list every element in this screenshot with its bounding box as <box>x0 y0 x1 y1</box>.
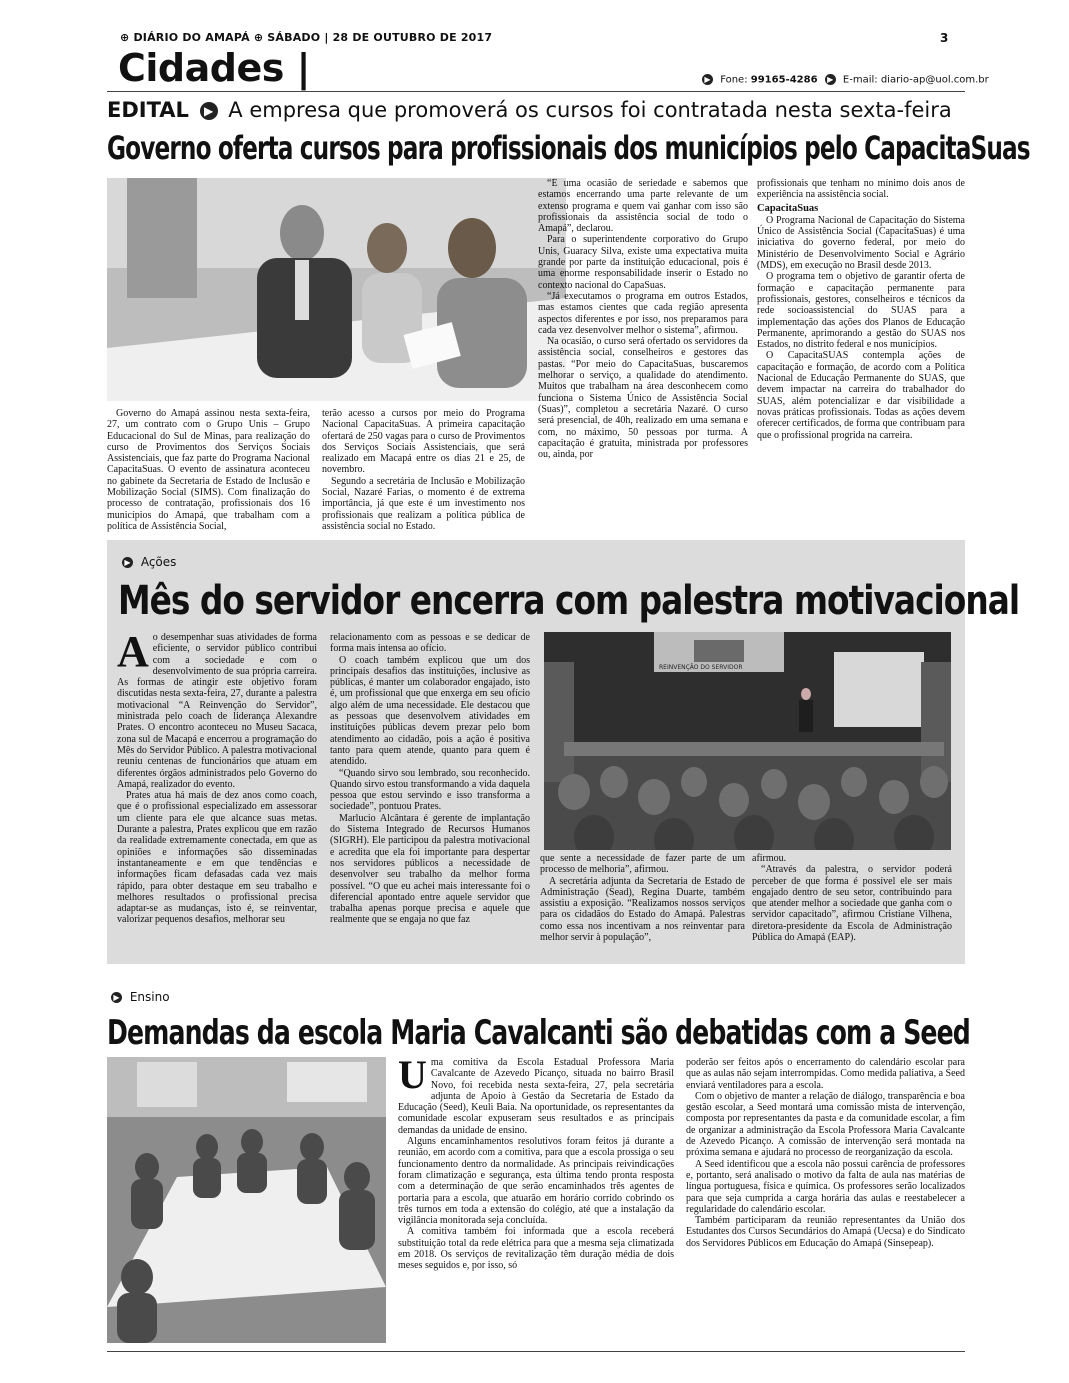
section-label-text: Ensino <box>129 990 170 1004</box>
article2-section-label <box>118 555 176 569</box>
section-label-text: Ações <box>140 555 177 569</box>
article1-headline: Governo oferta cursos para profissionais dos municípios pelo CapacitaSuas <box>107 129 1030 167</box>
masthead-line: ⊕ DIÁRIO DO AMAPÁ ⊕ SÁBADO | 28 DE OUTUBRO DE 2017 <box>120 31 493 44</box>
paragraph: Prates atua há mais de dez anos como coach, que é o profissional especializado em assessorar um cliente para ele que alcance suas metas. Durante a palestra, Prates explicou que em razão da realidade extremamente conectada, em que as opiniões e informações são disseminadas instantaneamente e em que tendências e informações ficam defasadas cada vez mais rápido, para obter destaque em seu trabalho e melhores resultados o profissional precisa adaptar-se as mudanças, isto é, se reinventar, valorizar pequenos desafios, melhorar seu <box>117 790 317 926</box>
article1-col1 <box>107 408 310 538</box>
school-meeting-photo-illustration <box>107 1057 386 1343</box>
arrow-circle-icon: ▶ <box>702 74 713 85</box>
kicker-label: EDITAL <box>107 98 189 122</box>
arrow-circle-icon: ▶ <box>825 74 836 85</box>
paragraph: Segundo a secretária de Inclusão e Mobilização Social, Nazaré Farias, o momento é de extrema importância, já que este é um investimento nos profissionais que realizam a política pública de assistência social no Estado. <box>322 475 525 532</box>
phone-number: 99165-4286 <box>750 74 818 86</box>
article2-col1 <box>117 632 317 952</box>
paragraph: O programa tem o objetivo de garantir oferta de formação e capacitação permanente para profissionais, gestores, conselheiros e técnicos da rede socioassistencial do SUAS para a implementação das ações dos Planos de Educação Permanente, aprimorando a gestão do SUAS nos Estados, no distrito federal e nos municípios. <box>757 271 965 351</box>
page-number: 3 <box>940 31 949 45</box>
email-label: E-mail: <box>842 74 878 86</box>
article2-photo <box>544 632 951 850</box>
paragraph: A secretária adjunta da Secretaria de Estado de Administração (Sead), Regina Duarte, também assistiu a exposição. “Realizamos nossos serviços para os cidadãos do Estado do Amapá. Palestras como essa nos incentivam a nos reinventar para melhor servir à população”, <box>540 875 745 944</box>
paragraph: O CapacitaSUAS contempla ações de capacitação e formação, de acordo com a Política Nacional de Educação Permanente do SUAS, que devem impactar na carreira do trabalhador do SUAS, além potencializar e dar visibilidade a novas práticas profissionais. Todas as ações devem oferecer certificados, de forma que contribuam para que o profissional progrida na carreira. <box>757 350 965 441</box>
bullet-icon: ⊕ <box>120 31 130 44</box>
paragraph: afirmou. <box>752 853 787 864</box>
arrow-circle-icon: ▶ <box>200 102 218 120</box>
day: SÁBADO <box>267 31 321 44</box>
phone-label: Fone: <box>720 74 748 86</box>
article3-col1 <box>398 1057 674 1344</box>
article3-section-label <box>107 990 170 1004</box>
article3-photo <box>107 1057 386 1343</box>
article1-col4 <box>757 178 965 538</box>
article3-headline: Demandas da escola Maria Cavalcanti são debatidas com a Seed <box>107 1013 970 1053</box>
paragraph: Para o superintendente corporativo do Grupo Unis, Guaracy Silva, existe uma expectativa muita grande por parte da instituição educacional, pois é uma enorme responsabilidade inserir o Estado no contexto nacional do CapaSuas. <box>538 234 748 291</box>
paragraph: ma comitiva da Escola Estadual Professora Maria Cavalcante de Azevedo Picanço, situada no bairro Brasil Novo, foi recebida nesta sexta-feira, 27, pela secretária adjunta de Apoio à Gestão da Secretaria de Estado da Educação (Seed), Keuli Baia. Na oportunidade, os representantes da comunidade escolar expuseram seus resultados e as principais demandas da unidade de ensino. <box>398 1057 674 1136</box>
article2-col2 <box>330 632 530 952</box>
article3-col2 <box>686 1057 965 1344</box>
dropcap: U <box>398 1057 427 1097</box>
arrow-circle-icon: ▶ <box>111 992 122 1003</box>
paragraph: que sente a necessidade de fazer parte de um processo de melhoria”, afirmou. <box>540 853 745 876</box>
paragraph: Marlucio Alcântara é gerente de implantação do Sistema Integrado de Recursos Humanos (SIGRH). Ele participou da palestra motivacional e acredita que ela foi importante para despertar nos servidores públicos a necessidade de desenvolver seu trabalho da melhor forma possível. “O que eu achei mais interessante foi o diferencial apontado entre aquele servidor que trabalha apenas porque precisa e aquele que realmente que se engaja no que faz <box>330 812 530 926</box>
article2-col4 <box>752 853 952 955</box>
paragraph: Alguns encaminhamentos resolutivos foram feitos já durante a reunião, em acordo com a comitiva, para que a escola prossiga o seu funcionamento dentro da normalidade. As principais reivindicações foram climatização e segurança, esta última tendo pronta resposta com a determinação de que serão encaminhados três agentes de portaria para a escola, que atuarão em horário corrido cobrindo os três turnos em toda a extensão do colégio, até que a instalação da vigilância monitorada seja concluída. <box>398 1136 674 1227</box>
article1-col2 <box>322 408 525 538</box>
date: 28 DE OUTUBRO DE 2017 <box>332 31 493 44</box>
paragraph: O coach também explicou que um dos principais desafios das instituições, inclusive as públicas, é manter um colaborador engajado, isto é, um profissional que que enxerga em seu ofício algo além de uma necessidade. Ele destacou que as pessoas que desenvolvem atividades em instituições públicas devem prezar pelo bom atendimento ao cidadão, pois a ação é positiva tanto para quem atende, quanto para quem é atendido. <box>330 654 530 768</box>
paragraph: Na ocasião, o curso será ofertado os servidores da assistência social, conselheiros e gestores das pastas. “Por meio do CapacitaSuas, buscaremos melhorar o serviço, a qualidade do atendimento. Muitos que trabalham na área desconhecem como funciona o Sistema Único de Assistência Social (Suas)”, completou a secretária Nazaré. O curso será presencial, de 40h, realizado em uma semana e com, no máximo, 50 pessoas por turma. A capacitação é gratuita, ministrada por professores ou, ainda, por <box>538 336 748 461</box>
paragraph: Também participaram da reunião representantes da União dos Estudantes dos Cursos Secundários do Amapá (Uecsa) e do Sindicato dos Servidores Públicos em Educação do Amapá (Sinsepeap). <box>686 1215 965 1249</box>
meeting-photo-illustration <box>107 178 566 401</box>
paragraph: O Programa Nacional de Capacitação do Sistema Único de Assistência Social (CapacitaSuas) é uma iniciativa do governo federal, por meio do Ministério de Desenvolvimento Social e Agrário (MDS), em execução no Brasil desde 2013. <box>757 214 965 272</box>
paragraph: Com o objetivo de manter a relação de diálogo, transparência e boa gestão escolar, a Seed montará uma comissão mista de intervenção, composta por representantes da pasta e da comunidade escolar, a fim de organizar a administração da Escola Professora Maria Cavalcante de Azevedo Picanço. A comissão de intervenção será montada na próxima semana e ajudará no processo de reorganização da escola. <box>686 1090 965 1159</box>
paragraph: “Já executamos o programa em outros Estados, mas estamos cientes que cada região apresenta aspectos diferentes e por isso, nos preparamos para cada vez desenvolver melhor o sistema”, afirmou. <box>538 290 748 336</box>
article2-headline: Mês do servidor encerra com palestra motivacional <box>118 578 1020 624</box>
article1-col3 <box>538 178 748 538</box>
section-title: Cidades | <box>118 46 310 90</box>
photo-banner-text: REINVENÇÃO DO SERVIDOR <box>659 664 743 671</box>
bullet-icon: ⊕ <box>253 31 264 44</box>
paragraph: profissionais que tenham no mínimo dois anos de experiência na assistência social. <box>757 178 965 201</box>
paper-name: DIÁRIO DO AMAPÁ <box>133 31 250 44</box>
contact-line <box>698 74 989 86</box>
paragraph: “É uma ocasião de seriedade e sabemos que estamos encerrando uma parte relevante de um extenso programa e quem vai ganhar com isso são profissionais da assistência social de todo o Amapá”, declarou. <box>538 178 748 235</box>
article1-kicker <box>107 96 952 124</box>
paragraph: poderão ser feitos após o encerramento do calendário escolar para que as aulas não sejam interrompidas. Como medida paliativa, a Seed enviará ventiladores para a escola. <box>686 1057 965 1091</box>
masthead-rule <box>107 91 965 92</box>
paragraph: Governo do Amapá assinou nesta sexta-feira, 27, um contrato com o Grupo Unis – Grupo Educacional do Sul de Minas, para realização do curso de Provimentos dos Serviços Sociais Assistenciais, que faz parte do Programa Nacional CapacitaSuas. O evento de assinatura aconteceu no gabinete da Secretaria de Estado de Inclusão e Mobilização Social (SIMS). Com finalização do processo de contratação, profissionais dos 16 municípios do Amapá, que trabalham com a política de Assistência Social, <box>107 408 310 532</box>
subheading: CapacitaSuas <box>757 202 819 214</box>
auditorium-photo-illustration <box>544 632 951 850</box>
footer-rule <box>107 1351 965 1352</box>
paragraph: “Através da palestra, o servidor poderá perceber de que forma é possível ele ser mais engajado dentro de seu setor, contribuindo para que atender melhor a sociedade que ganha com o servidor capacitado”, afirmou Cristiane Vilhena, diretora-presidente da Escola de Administração Pública do Amapá (EAP). <box>752 864 952 944</box>
paragraph: “Quando sirvo sou lembrado, sou reconhecido. Quando sirvo estou transformando a vida daquela pessoa que estou servindo e isso transforma a sociedade”, pontuou Prates. <box>330 767 530 813</box>
paragraph: o desempenhar suas atividades de forma eficiente, o servidor público contribui com a sociedade e com o desenvolvimento de sua própria carreira. As formas de atingir este objetivo foram discutidas nesta sexta-feira, 27, durante a palestra motivacional “A Reinvenção do Servidor”, ministrada pelo coach de liderança Alexandre Prates. O encontro aconteceu no Museu Sacaca, zona sul de Macapá e encerrou a programação do Mês do Servidor Público. A palestra motivacional reuniu centenas de funcionários que atuam em diferentes órgãos administrados pelo Governo do Amapá, realizador do evento. <box>117 632 317 790</box>
paragraph: relacionamento com as pessoas e se dedicar de forma mais intensa ao ofício. <box>330 632 530 655</box>
paragraph: terão acesso a cursos por meio do Programa Nacional CapacitaSuas. A primeira capacitação ofertará de 250 vagas para o curso de Provimentos dos Serviços Sociais Assistenciais, que será realizado em Macapá entre os dias 21 e 25, de novembro. <box>322 408 525 476</box>
email-address: diario-ap@uol.com.br <box>880 74 989 86</box>
arrow-circle-icon: ▶ <box>122 557 133 568</box>
paragraph: A comitiva também foi informada que a escola receberá substituição total da rede elétrica para que a mesma seja climatizada em 2018. Os serviços de revitalização têm duração média de dois meses seguidos e, por isso, só <box>398 1226 674 1272</box>
paragraph: A Seed identificou que a escola não possui carência de professores e, portanto, será analisado o motivo da falta de aula nas matérias de língua portuguesa, física e química. Os professores serão localizados para que seja cumprida a carga horária das aulas e reestabelecer a regularidade do calendário escolar. <box>686 1158 965 1215</box>
kicker-text: A empresa que promoverá os cursos foi contratada nesta sexta-feira <box>228 98 952 122</box>
article2-col3 <box>540 853 745 955</box>
dropcap: A <box>117 632 149 676</box>
article1-photo <box>107 178 566 401</box>
